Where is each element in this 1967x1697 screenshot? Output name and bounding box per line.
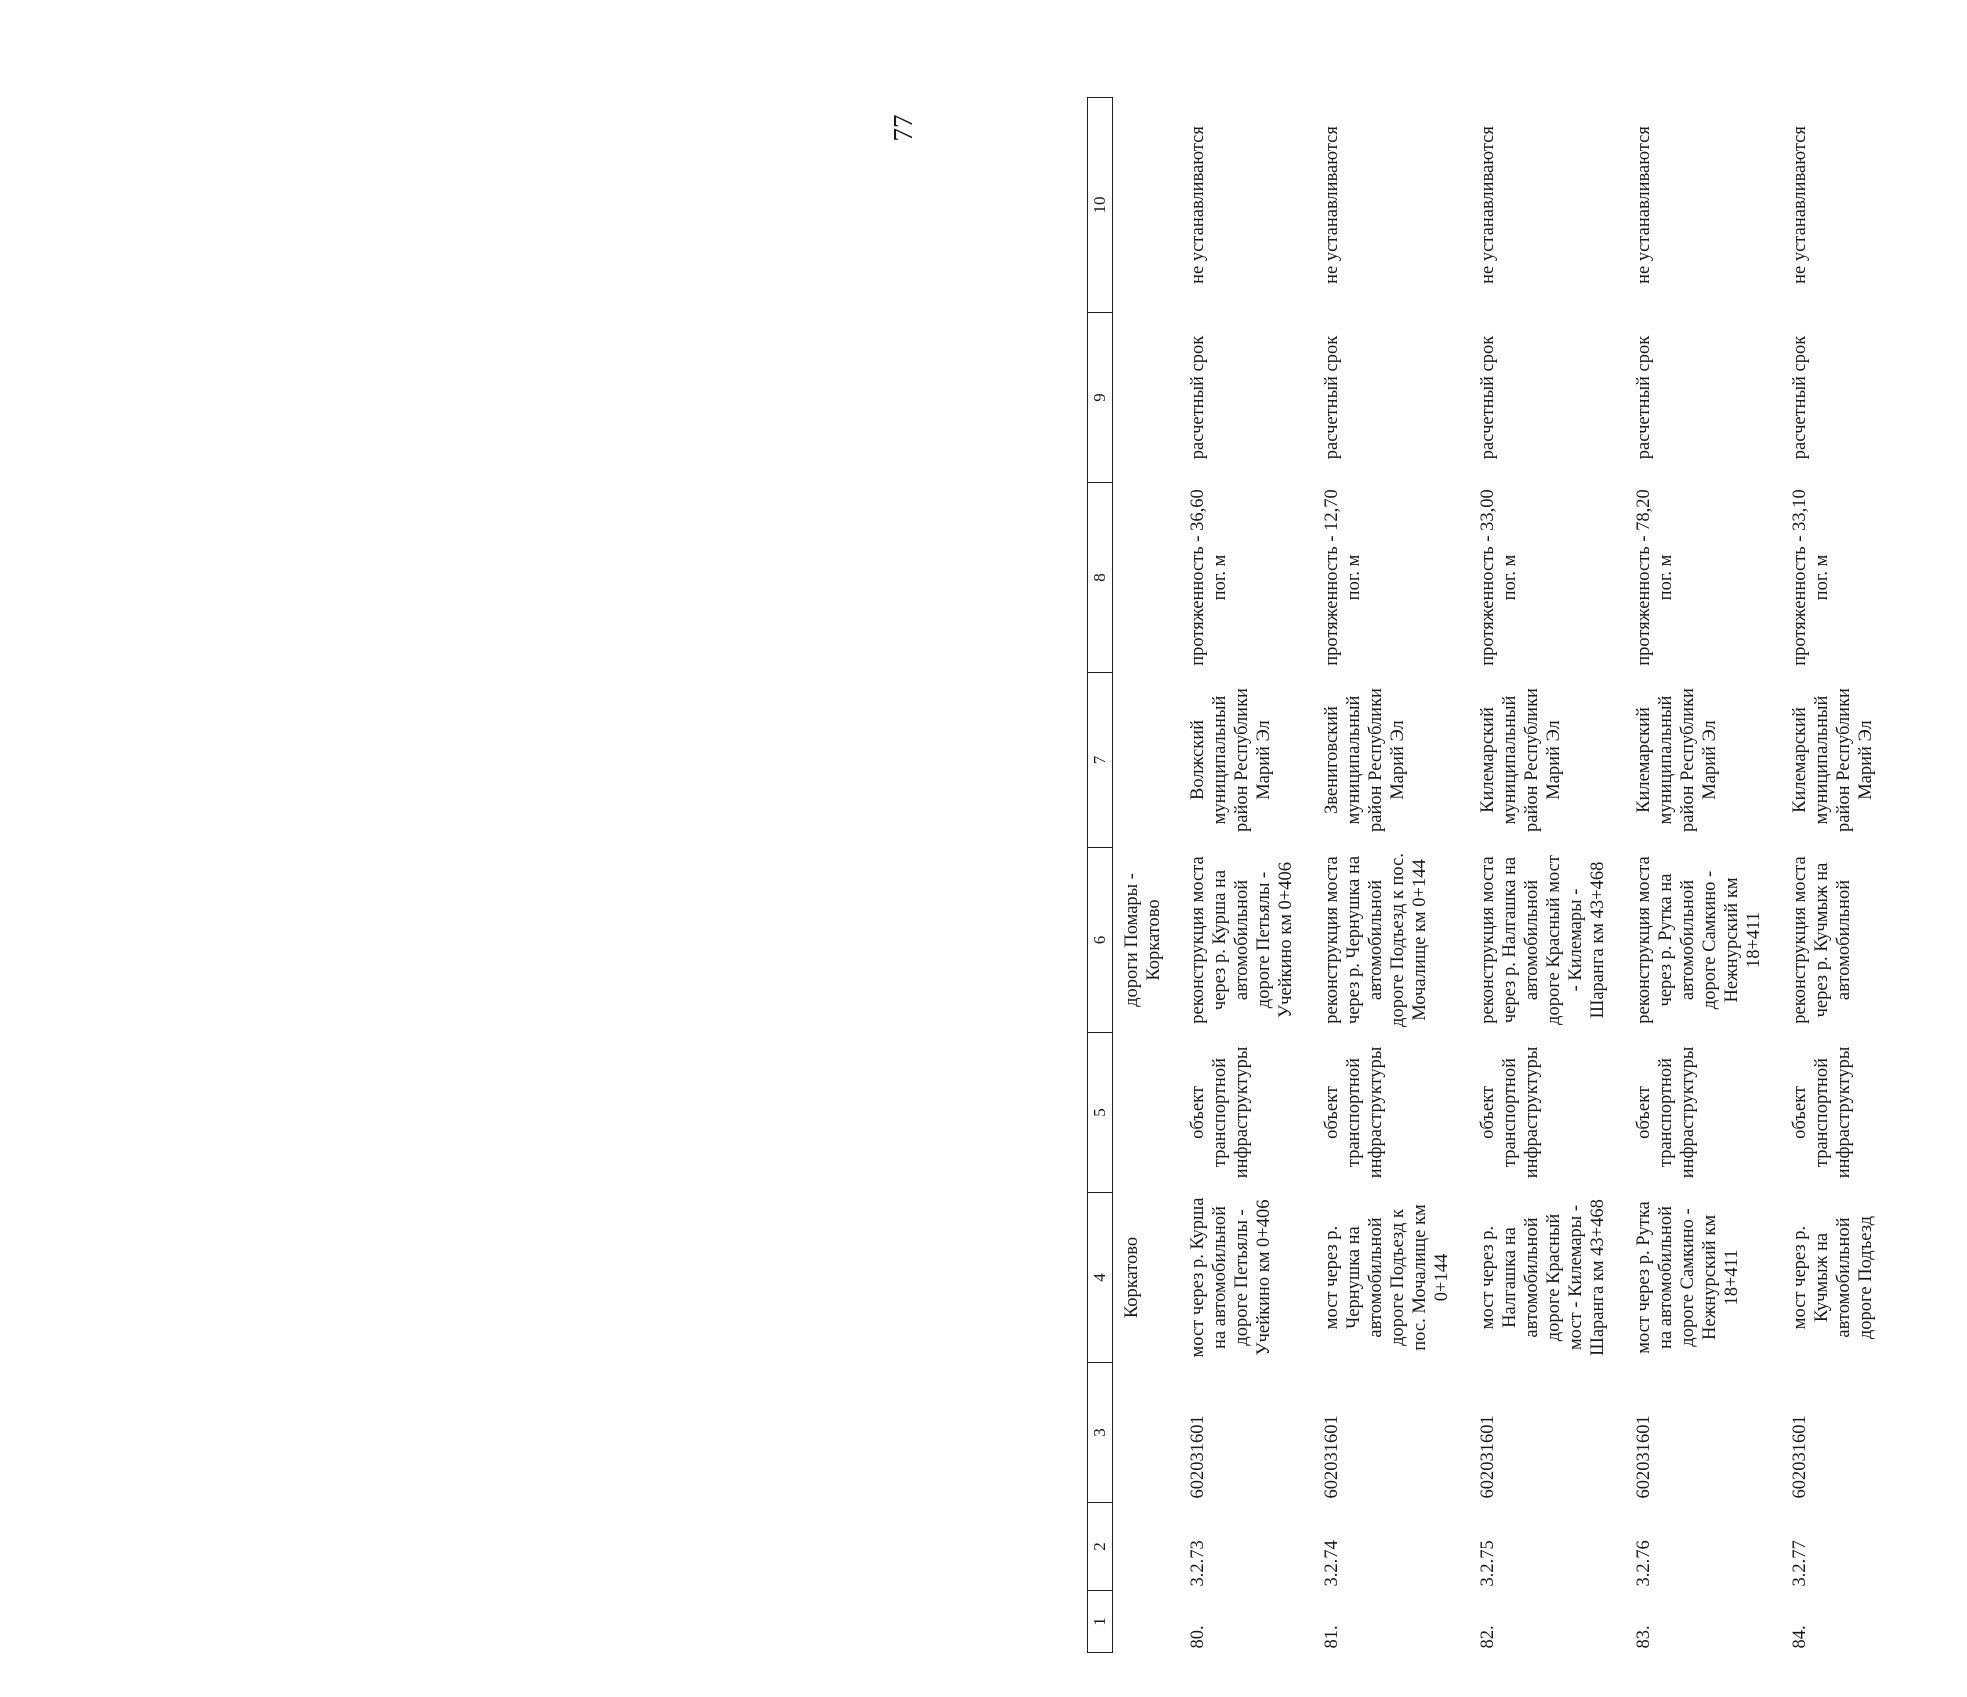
- row-characteristics: протяженность - 33,00 пог. м: [1478, 489, 1520, 666]
- table-row: [1473, 98, 1629, 1653]
- row-oktmo: 602031601: [1188, 1415, 1208, 1499]
- row-zones: не устанавливаются: [1322, 126, 1342, 284]
- row-characteristics: протяженность - 33,10 пог. м: [1790, 489, 1832, 666]
- row-number: 82.: [1478, 1625, 1498, 1649]
- row-number: 84.: [1790, 1625, 1810, 1649]
- row-term: расчетный срок: [1188, 335, 1208, 460]
- row-code: 3.2.75: [1478, 1540, 1498, 1587]
- column-number: 8: [1088, 483, 1113, 673]
- continuation-row: [1113, 98, 1184, 1653]
- row-object-type: объект транспортной инфраструктуры: [1188, 1046, 1252, 1179]
- row-number: 80.: [1188, 1625, 1208, 1649]
- row-purpose: реконструкция моста через р. Рутка на автомобильной дороге Самкино - Нежнурский км 18+411: [1634, 856, 1764, 1024]
- column-number: 4: [1088, 1193, 1113, 1363]
- column-number: 1: [1088, 1591, 1113, 1653]
- objects-table: [1087, 97, 1897, 1653]
- row-location: Килемарский муниципальный район Республики Марий Эл: [1790, 688, 1876, 832]
- row-number: 83.: [1634, 1625, 1654, 1649]
- row-characteristics: протяженность - 12,70 пог. м: [1322, 489, 1364, 666]
- column-number: 7: [1088, 673, 1113, 848]
- row-object-name: мост через р. Курша на автомобильной дороге Петьялы - Учейкино км 0+406: [1188, 1197, 1274, 1358]
- row-zones: не устанавливаются: [1790, 126, 1810, 284]
- row-term: расчетный срок: [1322, 335, 1342, 460]
- continued-purpose-cell: дороги Помары - Коркатово: [1122, 873, 1164, 1007]
- table-row: [1629, 98, 1785, 1653]
- column-number: 2: [1088, 1503, 1113, 1591]
- row-object-name: мост через р. Кучмыж на автомобильной дороге Подъезд: [1790, 1215, 1876, 1340]
- row-location: Килемарский муниципальный район Республики Марий Эл: [1634, 688, 1720, 832]
- row-object-type: объект транспортной инфраструктуры: [1634, 1046, 1698, 1179]
- row-object-name: мост через р. Чернушка на автомобильной дороге Подъезд к пос. Мочалище км 0+144: [1322, 1204, 1452, 1351]
- column-number: 6: [1088, 848, 1113, 1033]
- row-number: 81.: [1322, 1625, 1342, 1649]
- column-number: 10: [1088, 98, 1113, 313]
- row-purpose: реконструкция моста через р. Курша на автомобильной дороге Петьялы - Учейкино км 0+406: [1188, 856, 1296, 1024]
- row-code: 3.2.74: [1322, 1540, 1342, 1587]
- row-object-name: мост через р. Рутка на автомобильной дороге Самкино - Нежнурский км 18+411: [1634, 1201, 1742, 1354]
- row-location: Килемарский муниципальный район Республики Марий Эл: [1478, 688, 1564, 832]
- row-term: расчетный срок: [1790, 335, 1810, 460]
- column-number: 9: [1088, 313, 1113, 483]
- row-code: 3.2.73: [1188, 1540, 1208, 1587]
- row-purpose: реконструкция моста через р. Кучмыж на автомобильной: [1790, 856, 1854, 1024]
- row-code: 3.2.77: [1790, 1540, 1810, 1587]
- row-oktmo: 602031601: [1634, 1415, 1654, 1499]
- row-characteristics: протяженность - 78,20 пог. м: [1634, 489, 1676, 666]
- rotated-table-frame: [1087, 98, 1967, 1653]
- row-oktmo: 602031601: [1790, 1415, 1810, 1499]
- row-term: расчетный срок: [1478, 335, 1498, 460]
- row-oktmo: 602031601: [1478, 1415, 1498, 1499]
- page-number: 77: [888, 114, 918, 142]
- column-numbers-row: [1088, 98, 1113, 1653]
- row-location: Волжский муниципальный район Республики Марий Эл: [1188, 688, 1274, 832]
- row-purpose: реконструкция моста через р. Налгашка на автомобильной дороге Красный мост - Килемары - Шаранга км 43+468: [1478, 855, 1608, 1025]
- continued-name-cell: Коркатово: [1122, 1236, 1142, 1319]
- table-row: [1317, 98, 1473, 1653]
- row-object-type: объект транспортной инфраструктуры: [1478, 1046, 1542, 1179]
- table-row: [1785, 98, 1897, 1653]
- row-oktmo: 602031601: [1322, 1415, 1342, 1499]
- row-zones: не устанавливаются: [1478, 126, 1498, 284]
- table-row: [1183, 98, 1317, 1653]
- row-zones: не устанавливаются: [1634, 126, 1654, 284]
- column-number: 5: [1088, 1033, 1113, 1193]
- row-object-name: мост через р. Налгашка на автомобильной дороге Красный мост - Килемары - Шаранга км 43+468: [1478, 1199, 1608, 1356]
- row-code: 3.2.76: [1634, 1540, 1654, 1587]
- row-object-type: объект транспортной инфраструктуры: [1322, 1046, 1386, 1179]
- row-purpose: реконструкция моста через р. Чернушка на автомобильной дороге Подъезд к пос. Мочалище км 0+144: [1322, 853, 1430, 1027]
- row-characteristics: протяженность - 36,60 пог. м: [1188, 489, 1230, 666]
- row-term: расчетный срок: [1634, 335, 1654, 460]
- column-number: 3: [1088, 1363, 1113, 1503]
- row-location: Звениговский муниципальный район Республики Марий Эл: [1322, 688, 1408, 832]
- row-zones: не устанавливаются: [1188, 126, 1208, 284]
- row-object-type: объект транспортной инфраструктуры: [1790, 1046, 1854, 1179]
